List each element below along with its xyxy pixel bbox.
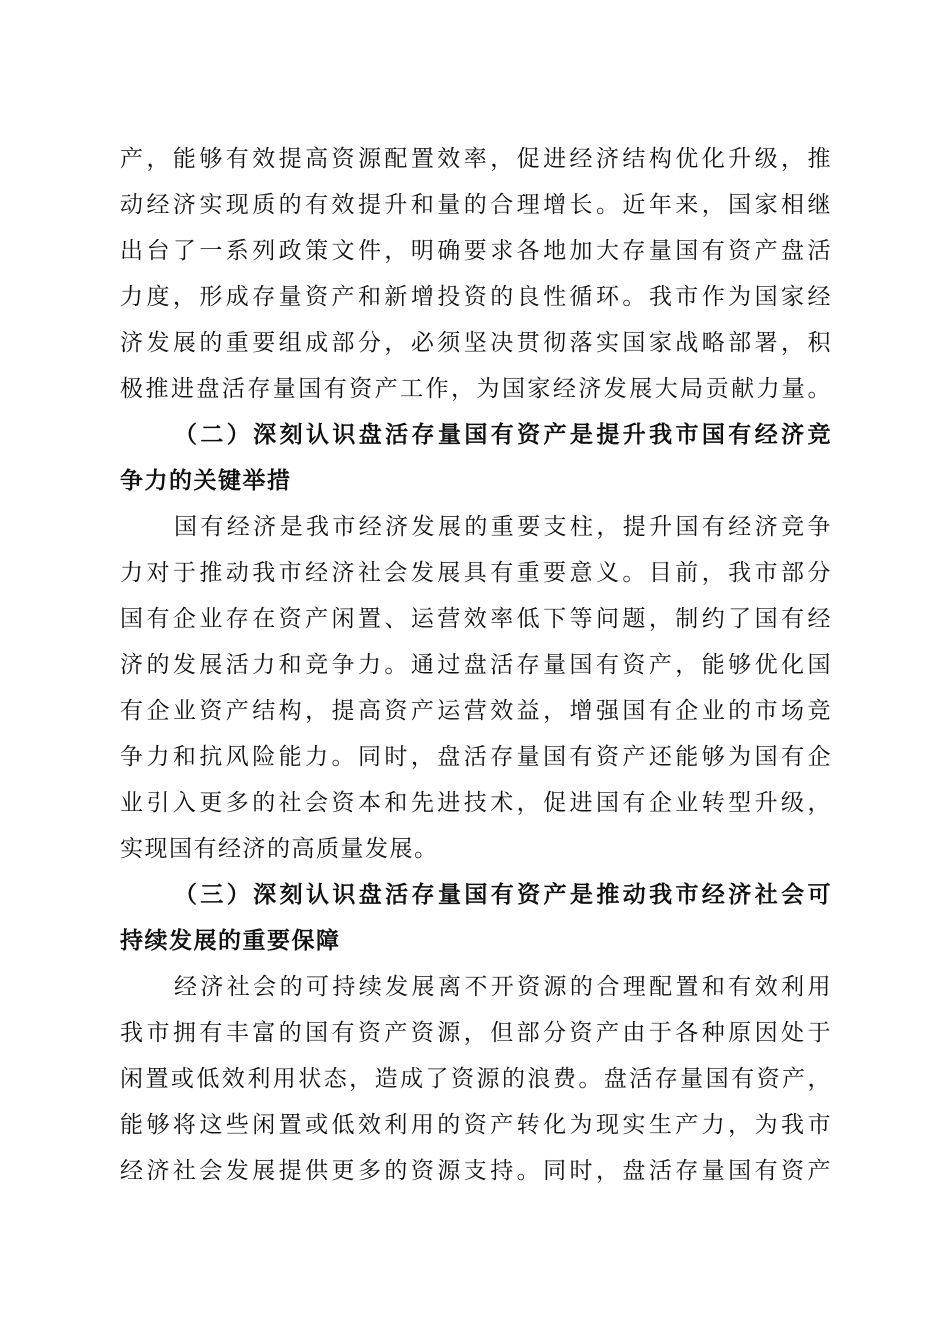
paragraph-2-line-5: 有企业资产结构，提高资产运营效益，增强国有企业的市场竞 xyxy=(120,698,832,724)
paragraph-1-line-2: 动经济实现质的有效提升和量的合理增长。近年来，国家相继 xyxy=(120,192,832,218)
paragraph-1-line-3: 出台了一系列政策文件，明确要求各地加大存量国有资产盘活 xyxy=(120,238,832,264)
paragraph-2-line-7: 业引入更多的社会资本和先进技术，促进国有企业转型升级， xyxy=(120,790,832,816)
paragraph-2-line-1: 国有经济是我市经济发展的重要支柱，提升国有经济竞争 xyxy=(174,514,832,540)
paragraph-1-line-4: 力度，形成存量资产和新增投资的良性循环。我市作为国家经 xyxy=(120,284,832,310)
paragraph-2-line-4: 济的发展活力和竞争力。通过盘活存量国有资产，能够优化国 xyxy=(120,652,832,678)
section-heading-2-line-1: （二）深刻认识盘活存量国有资产是提升我市国有经济竞 xyxy=(174,422,832,448)
paragraph-3-line-1: 经济社会的可持续发展离不开资源的合理配置和有效利用 xyxy=(174,974,832,1000)
paragraph-1-line-5: 济发展的重要组成部分，必须坚决贯彻落实国家战略部署，积 xyxy=(120,330,832,356)
paragraph-3-line-5: 经济社会发展提供更多的资源支持。同时，盘活存量国有资产 xyxy=(120,1158,832,1184)
paragraph-3-line-2: 我市拥有丰富的国有资产资源，但部分资产由于各种原因处于 xyxy=(120,1020,832,1046)
paragraph-2-line-6: 争力和抗风险能力。同时，盘活存量国有资产还能够为国有企 xyxy=(120,744,832,770)
section-heading-2-line-2: 争力的关键举措 xyxy=(120,468,292,494)
section-heading-3-line-1: （三）深刻认识盘活存量国有资产是推动我市经济社会可 xyxy=(174,882,832,908)
paragraph-1-line-6: 极推进盘活存量国有资产工作，为国家经济发展大局贡献力量。 xyxy=(120,376,832,402)
section-heading-3-line-2: 持续发展的重要保障 xyxy=(120,928,341,954)
paragraph-2-line-2: 力对于推动我市经济社会发展具有重要意义。目前，我市部分 xyxy=(120,560,832,586)
paragraph-2-line-8: 实现国有经济的高质量发展。 xyxy=(120,836,439,862)
paragraph-3-line-3: 闲置或低效利用状态，造成了资源的浪费。盘活存量国有资产， xyxy=(120,1066,832,1092)
paragraph-2-line-3: 国有企业存在资产闲置、运营效率低下等问题，制约了国有经 xyxy=(120,606,832,632)
paragraph-3-line-4: 能够将这些闲置或低效利用的资产转化为现实生产力，为我市 xyxy=(120,1112,832,1138)
paragraph-1-line-1: 产，能够有效提高资源配置效率，促进经济结构优化升级，推 xyxy=(120,146,832,172)
